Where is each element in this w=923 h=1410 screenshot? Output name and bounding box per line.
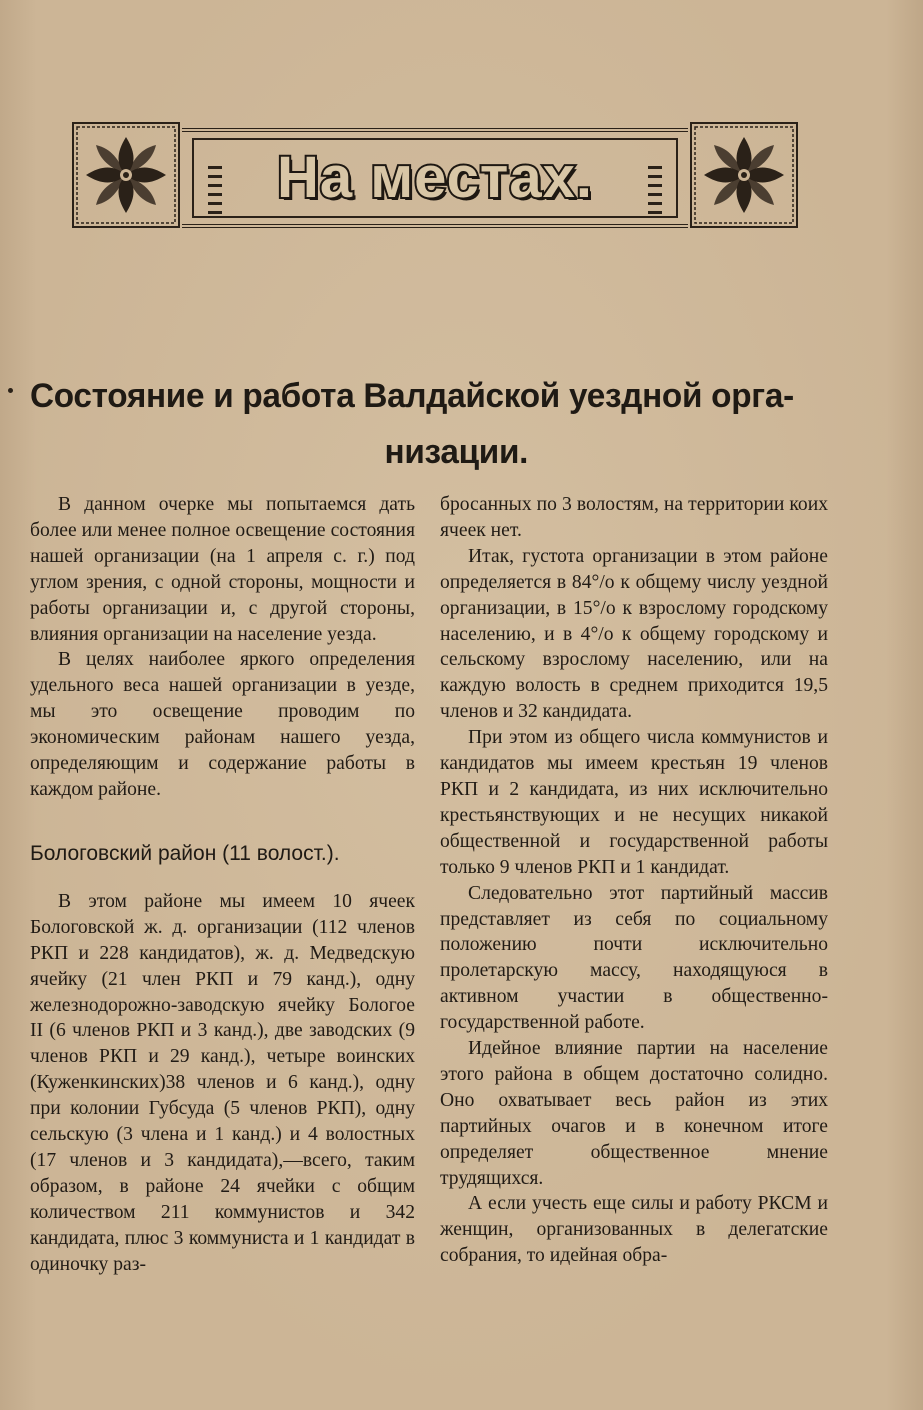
- article-title: [30, 368, 824, 480]
- paragraph: А если учесть еще силы и работу РКСМ и женщин, организованных в делегатские собрания, то идейная обра-: [440, 1193, 828, 1267]
- paragraph: В этом районе мы имеем 10 ячеек Бологовской ж. д. организации (112 членов РКП и 228 кандидатов), ж. д. Медведскую ячейку (21 член РКП и 79 канд.), одну железнодорожно-заводскую ячейку Бологое II (6 членов РКП и 3 канд.), две заводских (9 членов РКП и 29 канд.), четыре воинских (Куженкинских)38 членов и 6 канд.), одну при колонии Губсуда (5 членов РКП), одну сельскую (3 члена и 1 канд.) и 4 волостных (17 членов и 3 кандидата),—всего, таким образом, в районе 24 ячейки с общим количеством 211 коммунистов и 342 кандидата, плюс 3 коммуниста и 1 кандидат в одиночку раз-: [30, 890, 415, 1275]
- paragraph: Итак, густота организации в этом районе определяется в 84°/о к общему числу уездной организации, в 15°/о к взрослому городскому населению, и в 4°/о к общему городскому и сельскому взрослому населению, или на каждую волость в среднем приходится 19,5 членов и 32 кандидата.: [440, 545, 828, 723]
- paragraph: При этом из общего числа коммунистов и кандидатов мы имеем крестьян 19 членов РКП и 2 кандидата, из них исключительно крестьянствующих и не несущих никакой общественной и государственной работы только 9 членов РКП и 1 кандидат.: [440, 727, 828, 878]
- paragraph: В целях наиболее яркого определения удельного веса нашей организации в уезде, мы это освещение проводим по экономическим районам нашего уезда, определяющим и содержание работы в каждом районе.: [30, 649, 415, 800]
- article-title-line2: низации.: [384, 433, 529, 471]
- section-heading: Бологовский район (11 волост.).: [30, 841, 340, 865]
- paragraph-continued: бросанных по 3 волостям, на территории коих ячеек нет.: [440, 494, 828, 541]
- section-banner: [72, 122, 798, 228]
- right-column: [440, 492, 828, 1269]
- banner-rule-icon: [208, 166, 222, 218]
- margin-dot-icon: [8, 388, 13, 393]
- ornament-right-icon: [690, 122, 798, 228]
- paragraph: Идейное влияние партии на население этого района в общем достаточно солидно. Оно охватывает весь район из этих партийных очагов и в конечном итоге определяет общественное мнение трудящихся.: [440, 1038, 828, 1189]
- paragraph: Следовательно этот партийный массив представляет из себя по социальному положению почти исключительно пролетарскую массу, находящуюся в активном участии в общественно-государственной работе.: [440, 882, 828, 1034]
- ornament-left-icon: [72, 122, 180, 228]
- banner-rule-icon: [648, 166, 662, 218]
- banner-title: На местах.: [277, 145, 593, 210]
- article-title-line1: Состояние и работа Валдайской уездной орга-: [30, 377, 794, 415]
- banner-frame: [182, 128, 688, 228]
- paragraph: В данном очерке мы попытаемся дать более или менее полное освещение состояния нашей организации (на 1 апреля с. г.) под углом зрения, с одной стороны, мощности и работы организации и, с другой стороны, влияния организации на население уезда.: [30, 494, 415, 645]
- left-column: [30, 492, 415, 1277]
